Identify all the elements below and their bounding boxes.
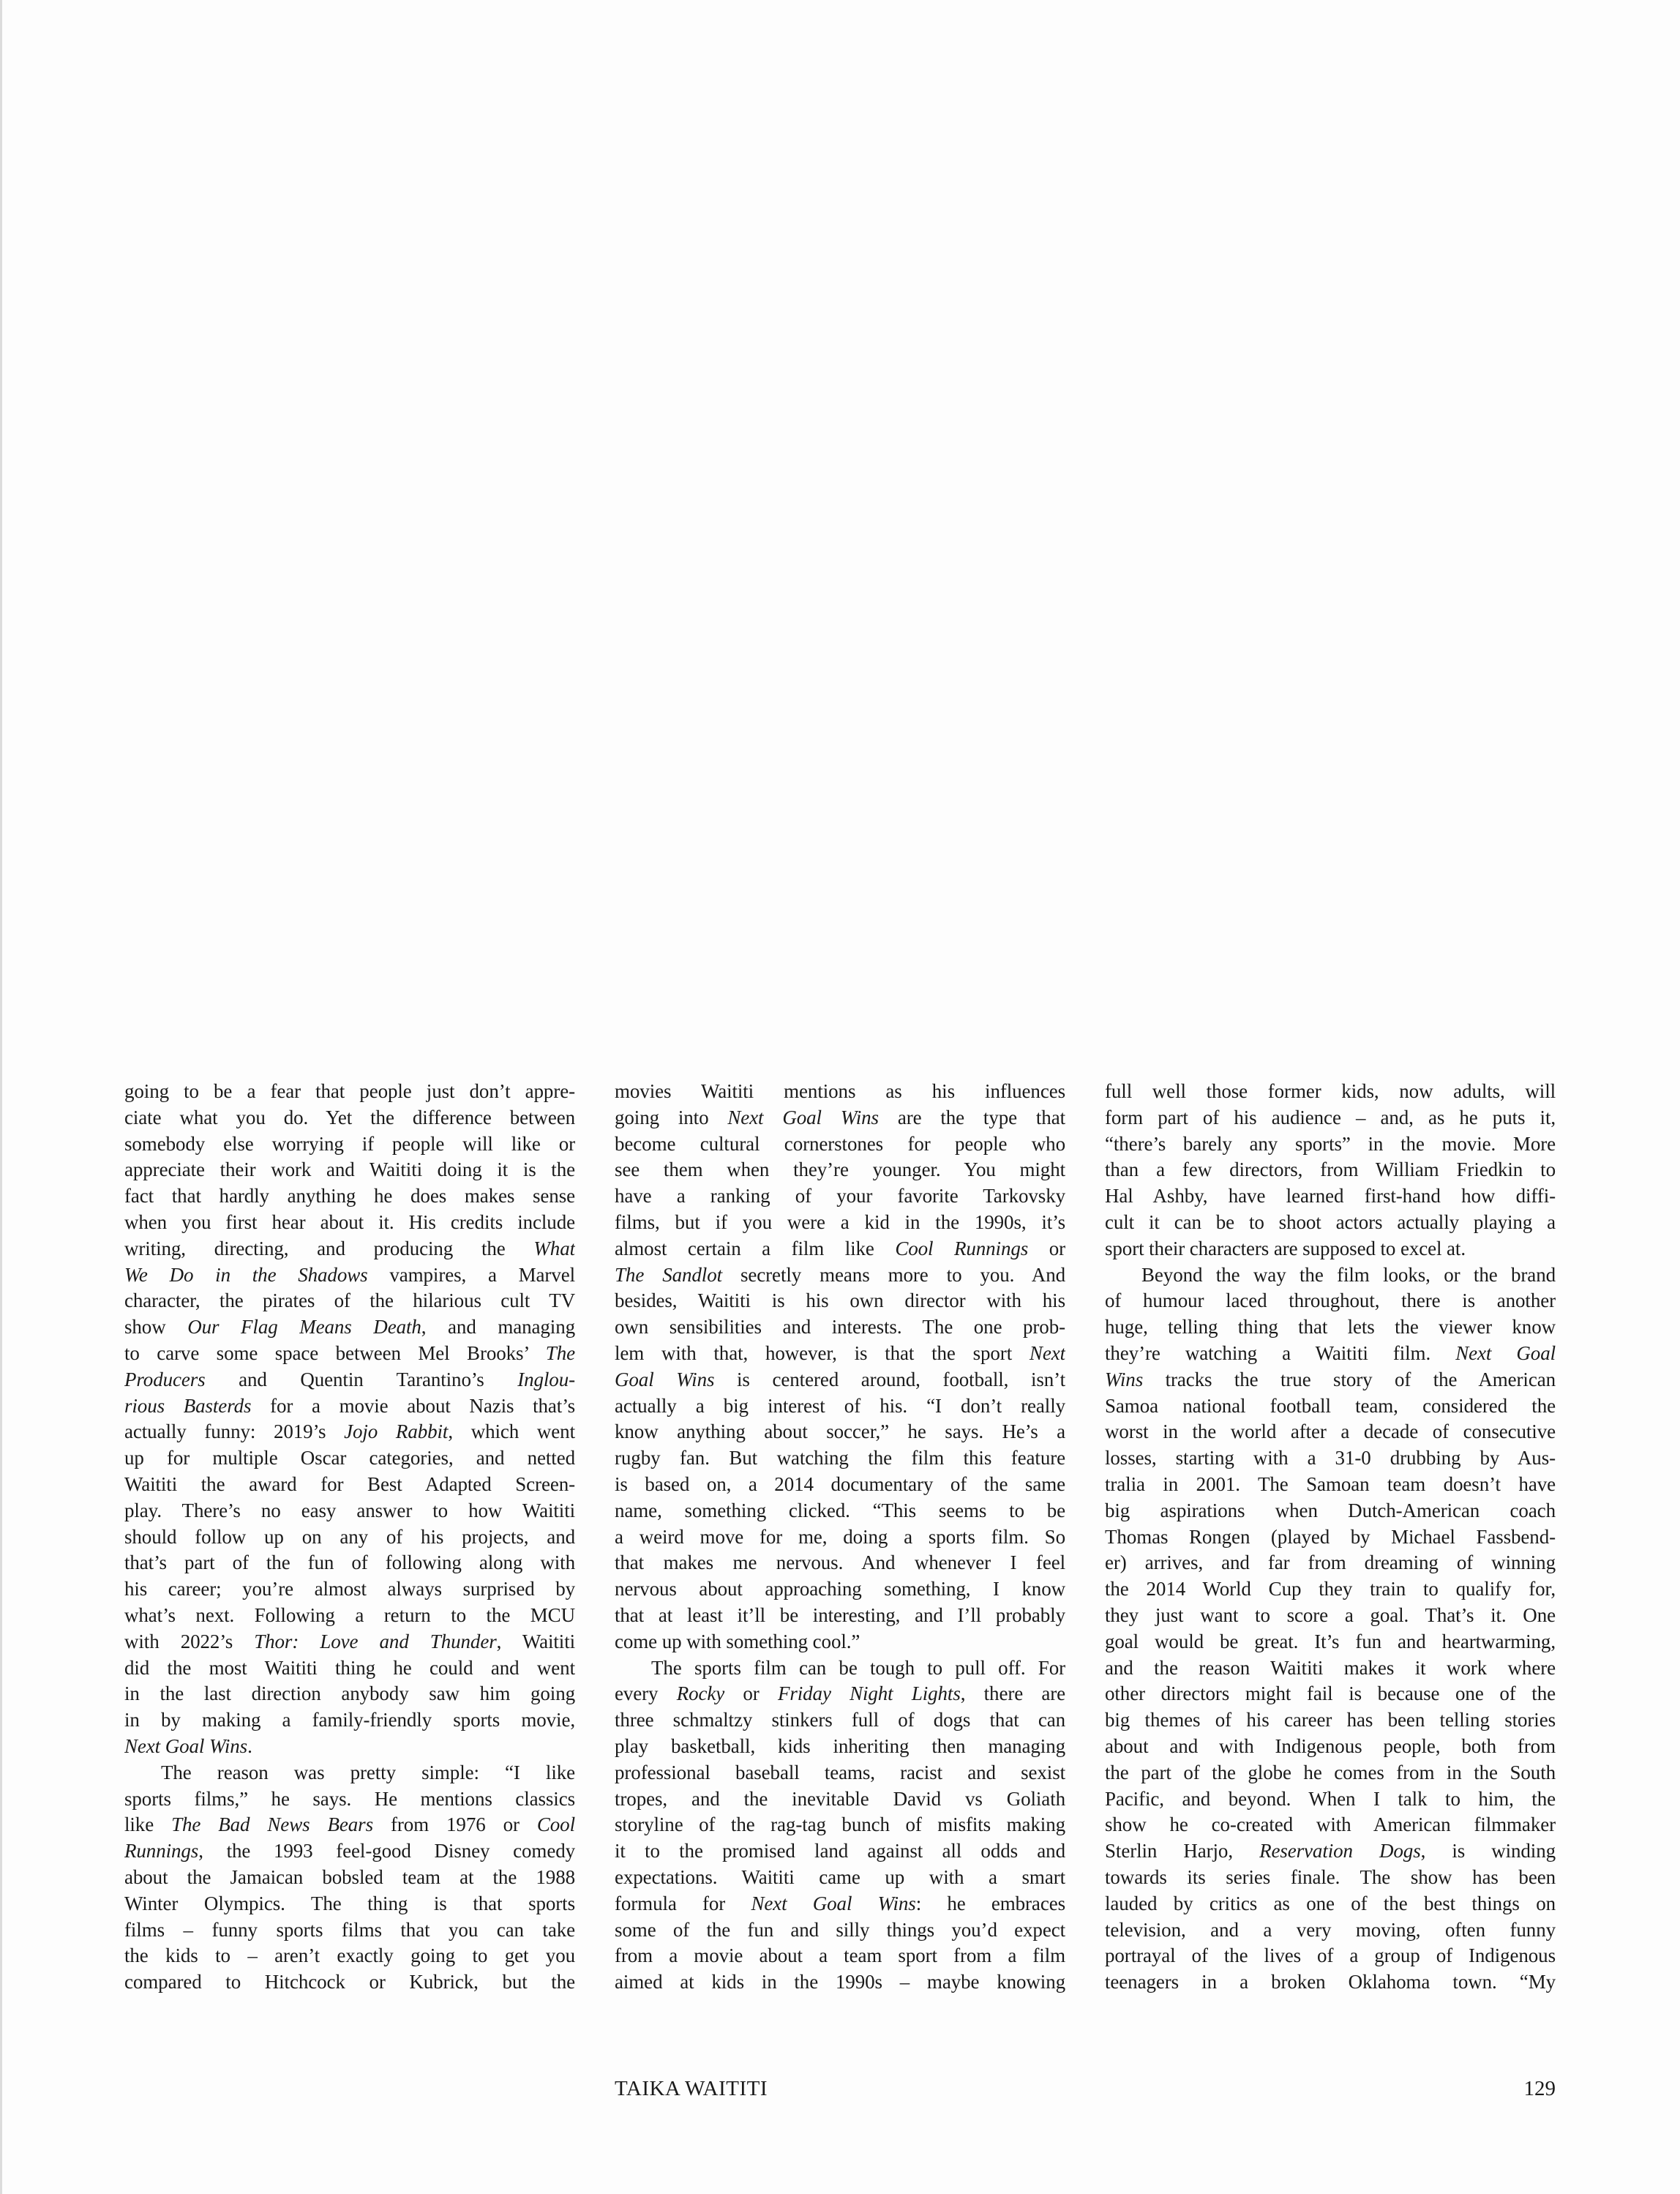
text-line: worst in the world after a decade of consecutive	[1105, 1420, 1556, 1443]
text-line: somebody else worrying if people will like or	[124, 1132, 575, 1155]
text-line: Beyond the way the film looks, or the brand	[1141, 1263, 1556, 1286]
text-line: teenagers in a broken Oklahoma town. “My	[1105, 1971, 1556, 1993]
text-line: “there’s barely any sports” in the movie. More	[1105, 1132, 1556, 1155]
text-line: play. There’s no easy answer to how Waititi	[124, 1499, 575, 1521]
text-line: Goal Wins is centered around, football, isn’t	[615, 1368, 1065, 1390]
text-line: sports films,” he says. He mentions classics	[124, 1787, 575, 1810]
text-line: tropes, and the inevitable David vs Goliath	[615, 1787, 1065, 1810]
text-line: big aspirations when Dutch-American coach	[1105, 1499, 1556, 1521]
text-line: in by making a family-friendly sports movie,	[124, 1709, 575, 1731]
text-line: rious Basterds for a movie about Nazis that’s	[124, 1394, 575, 1417]
text-line: aimed at kids in the 1990s – maybe knowing	[615, 1971, 1065, 1993]
text-line: cult it can be to shoot actors actually playing a	[1105, 1210, 1556, 1233]
text-line: er) arrives, and far from dreaming of winning	[1105, 1551, 1556, 1574]
text-line: besides, Waititi is his own director with his	[615, 1289, 1065, 1312]
text-line: huge, telling thing that lets the viewer know	[1105, 1316, 1556, 1339]
text-line: that makes me nervous. And whenever I feel	[615, 1551, 1065, 1574]
text-line: the 2014 World Cup they train to qualify for,	[1105, 1578, 1556, 1600]
text-line: storyline of the rag-tag bunch of misfits making	[615, 1813, 1065, 1836]
text-line: every Rocky or Friday Night Lights, there are	[615, 1682, 1065, 1705]
footer-page-number: 129	[1523, 2077, 1556, 2100]
text-line: Next Goal Wins.	[124, 1734, 252, 1757]
text-line: like The Bad News Bears from 1976 or Cool	[124, 1813, 575, 1836]
text-line: about the Jamaican bobsled team at the 1988	[124, 1865, 575, 1888]
text-line: going into Next Goal Wins are the type that	[615, 1106, 1065, 1128]
text-line: show Our Flag Means Death, and managing	[124, 1316, 575, 1339]
text-line: they’re watching a Waititi film. Next Goal	[1105, 1341, 1556, 1364]
text-line: and the reason Waititi makes it work where	[1105, 1656, 1556, 1679]
text-line: sport their characters are supposed to excel at.	[1105, 1237, 1466, 1259]
text-line: tralia in 2001. The Samoan team doesn’t have	[1105, 1472, 1556, 1495]
text-line: actually funny: 2019’s Jojo Rabbit, which went	[124, 1420, 575, 1443]
text-line: than a few directors, from William Friedkin to	[1105, 1158, 1556, 1181]
text-line: come up with something cool.”	[615, 1630, 860, 1652]
text-line: Winter Olympics. The thing is that sports	[124, 1892, 575, 1914]
text-line: lem with that, however, is that the sport Next	[615, 1341, 1065, 1364]
text-line: films, but if you were a kid in the 1990s, it’s	[615, 1210, 1065, 1233]
text-line: character, the pirates of the hilarious cult TV	[124, 1289, 575, 1312]
text-line: Sterlin Harjo, Reservation Dogs, is winding	[1105, 1840, 1556, 1862]
text-line: some of the fun and silly things you’d expect	[615, 1918, 1065, 1941]
text-line: did the most Waititi thing he could and went	[124, 1656, 575, 1679]
text-line: the kids to – aren’t exactly going to get you	[124, 1944, 575, 1967]
article-body	[124, 1079, 1556, 1996]
text-line: nervous about approaching something, I know	[615, 1578, 1065, 1600]
text-line: have a ranking of your favorite Tarkovsky	[615, 1185, 1065, 1208]
text-line: other directors might fail is because one of the	[1105, 1682, 1556, 1705]
text-line: losses, starting with a 31-0 drubbing by Aus-	[1105, 1447, 1556, 1469]
text-line: see them when they’re younger. You might	[615, 1158, 1065, 1181]
text-line: almost certain a film like Cool Runnings or	[615, 1237, 1065, 1259]
text-line: We Do in the Shadows vampires, a Marvel	[124, 1263, 575, 1286]
text-line: in the last direction anybody saw him going	[124, 1682, 575, 1705]
text-line: up for multiple Oscar categories, and netted	[124, 1447, 575, 1469]
text-line: Pacific, and beyond. When I talk to him, the	[1105, 1787, 1556, 1810]
text-line: name, something clicked. “This seems to be	[615, 1499, 1065, 1521]
text-line: actually a big interest of his. “I don’t really	[615, 1394, 1065, 1417]
text-line: Runnings, the 1993 feel-good Disney comedy	[124, 1840, 575, 1862]
text-line: that’s part of the fun of following along with	[124, 1551, 575, 1574]
text-line: The sports film can be tough to pull off. For	[651, 1656, 1065, 1679]
text-line: fact that hardly anything he does makes sense	[124, 1185, 575, 1208]
text-line: Waititi the award for Best Adapted Screen-	[124, 1472, 575, 1495]
text-line: Hal Ashby, have learned first-hand how diffi-	[1105, 1185, 1556, 1208]
text-line: what’s next. Following a return to the MCU	[124, 1603, 575, 1626]
text-line: play basketball, kids inheriting then managing	[615, 1734, 1065, 1757]
text-line: know anything about soccer,” he says. He’s a	[615, 1420, 1065, 1443]
text-line: rugby fan. But watching the film this feature	[615, 1447, 1065, 1469]
text-line: to carve some space between Mel Brooks’ The	[124, 1341, 575, 1364]
text-line: lauded by critics as one of the best things on	[1105, 1892, 1556, 1914]
text-line: it to the promised land against all odds and	[615, 1840, 1065, 1862]
text-line: television, and a very moving, often funny	[1105, 1918, 1556, 1941]
text-line: should follow up on any of his projects, and	[124, 1525, 575, 1548]
text-line: professional baseball teams, racist and sexist	[615, 1761, 1065, 1783]
text-line: become cultural cornerstones for people who	[615, 1132, 1065, 1155]
text-line: going to be a fear that people just don’t appre-	[124, 1080, 575, 1102]
text-line: show he co-created with American filmmaker	[1105, 1813, 1556, 1836]
article-column-1	[124, 1079, 575, 1996]
text-line: The reason was pretty simple: “I like	[161, 1761, 575, 1783]
text-line: Producers and Quentin Tarantino’s Inglou-	[124, 1368, 575, 1390]
text-line: is based on, a 2014 documentary of the same	[615, 1472, 1065, 1495]
text-line: three schmaltzy stinkers full of dogs that can	[615, 1709, 1065, 1731]
text-line: the part of the globe he comes from in the South	[1105, 1761, 1556, 1783]
text-line: formula for Next Goal Wins: he embraces	[615, 1892, 1065, 1914]
text-line: own sensibilities and interests. The one prob-	[615, 1316, 1065, 1339]
text-line: his career; you’re almost always surprised by	[124, 1578, 575, 1600]
text-line: ciate what you do. Yet the difference between	[124, 1106, 575, 1128]
text-line: towards its series finale. The show has been	[1105, 1865, 1556, 1888]
footer-article-title: TAIKA WAITITI	[615, 2077, 768, 2100]
text-line: full well those former kids, now adults, will	[1105, 1080, 1556, 1102]
article-column-3	[1105, 1079, 1556, 1996]
text-line: writing, directing, and producing the What	[124, 1237, 575, 1259]
text-line: a weird move for me, doing a sports film. So	[615, 1525, 1065, 1548]
text-line: about and with Indigenous people, both from	[1105, 1734, 1556, 1757]
text-line: The Sandlot secretly means more to you. And	[615, 1263, 1065, 1286]
text-line: goal would be great. It’s fun and heartwarming,	[1105, 1630, 1556, 1652]
text-line: Thomas Rongen (played by Michael Fassbend-	[1105, 1525, 1556, 1548]
text-line: that at least it’ll be interesting, and I’ll probably	[615, 1603, 1065, 1626]
text-line: of humour laced throughout, there is another	[1105, 1289, 1556, 1312]
text-line: big themes of his career has been telling stories	[1105, 1709, 1556, 1731]
text-line: when you first hear about it. His credits include	[124, 1210, 575, 1233]
text-line: form part of his audience – and, as he puts it,	[1105, 1106, 1556, 1128]
text-line: films – funny sports films that you can take	[124, 1918, 575, 1941]
text-line: Samoa national football team, considered the	[1105, 1394, 1556, 1417]
text-line: from a movie about a team sport from a film	[615, 1944, 1065, 1967]
article-column-2	[615, 1079, 1065, 1996]
text-line: Wins tracks the true story of the American	[1105, 1368, 1556, 1390]
text-line: they just want to score a goal. That’s it. One	[1105, 1603, 1556, 1626]
page-edge-line	[0, 0, 2, 2194]
text-line: movies Waititi mentions as his influences	[615, 1080, 1065, 1102]
text-line: appreciate their work and Waititi doing it is the	[124, 1158, 575, 1181]
text-line: with 2022’s Thor: Love and Thunder, Waititi	[124, 1630, 575, 1652]
text-line: portrayal of the lives of a group of Indigenous	[1105, 1944, 1556, 1967]
text-line: expectations. Waititi came up with a smart	[615, 1865, 1065, 1888]
text-line: compared to Hitchcock or Kubrick, but the	[124, 1971, 575, 1993]
